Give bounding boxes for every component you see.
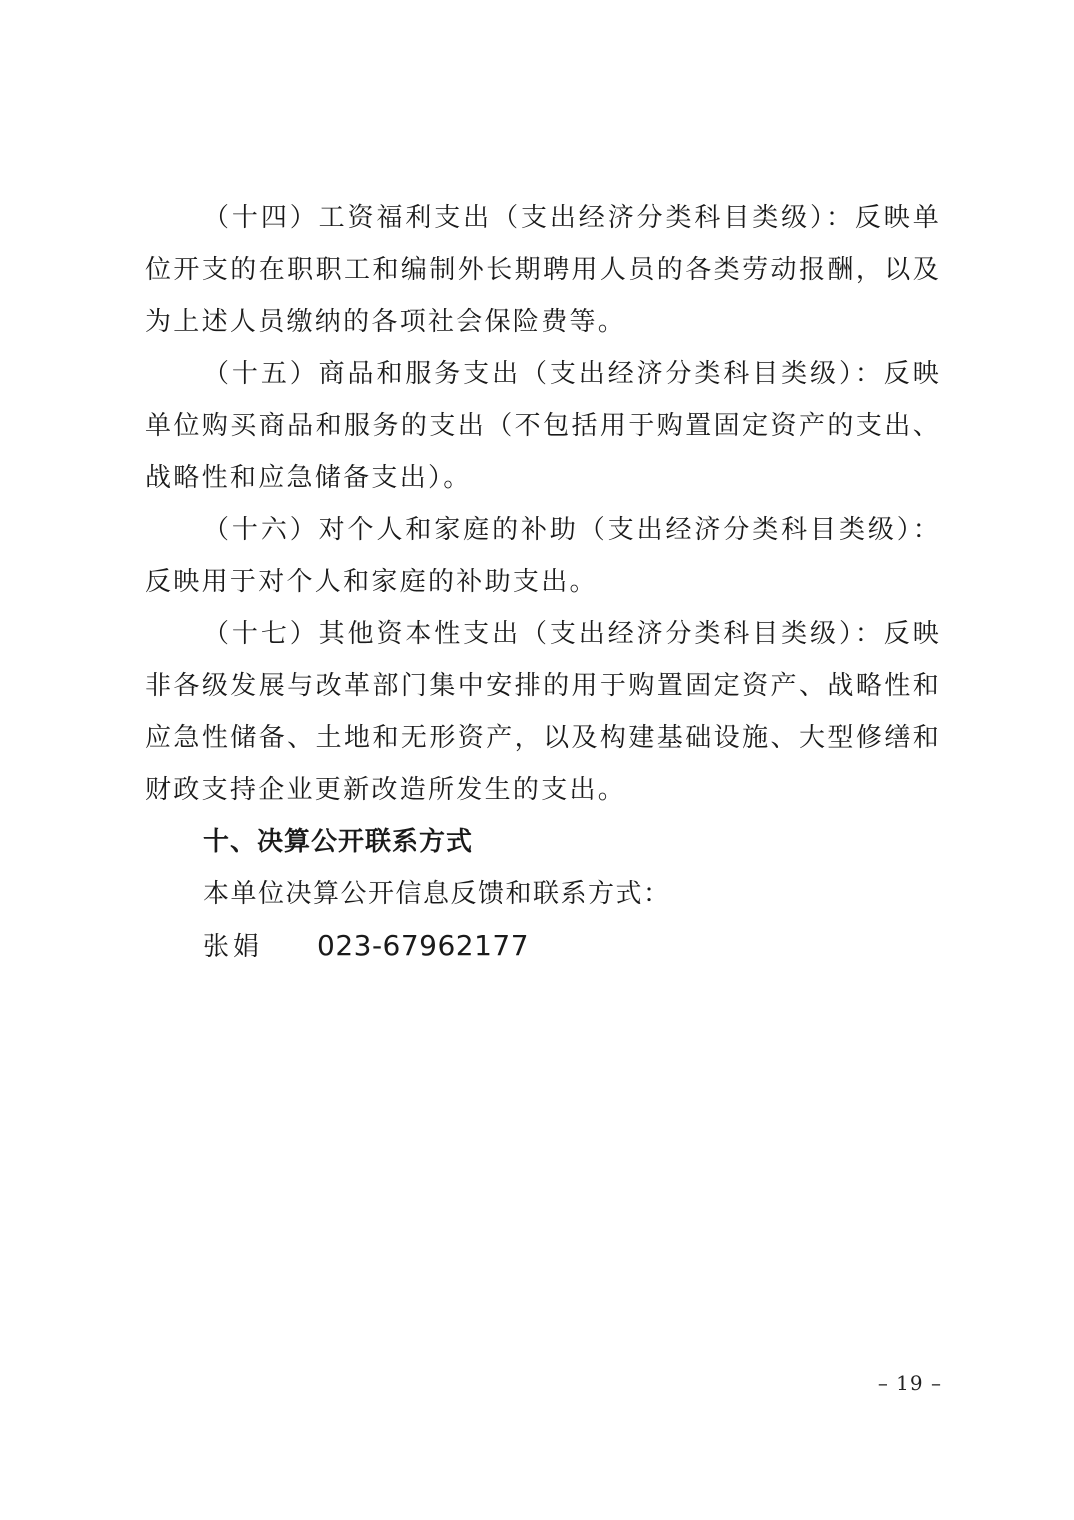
- contact-line: [145, 920, 941, 973]
- paragraph-goods-services: （十五）商品和服务支出（支出经济分类科目类级）：反映单位购买商品和服务的支出（不包括用于购置固定资产的支出、战略性和应急储备支出）。: [145, 359, 941, 493]
- page-content: [145, 192, 941, 973]
- section-heading: 十、决算公开联系方式: [203, 827, 474, 857]
- contact-intro: 本单位决算公开信息反馈和联系方式：: [203, 879, 671, 909]
- paragraph-wage-welfare: （十四）工资福利支出（支出经济分类科目类级）：反映单位开支的在职职工和编制外长期聘用人员的各类劳动报酬，以及为上述人员缴纳的各项社会保险费等。: [145, 203, 941, 337]
- page-number: – 19 –: [877, 1371, 942, 1395]
- contact-phone: 023-67962177: [317, 929, 530, 962]
- paragraph-other-capital: （十七）其他资本性支出（支出经济分类科目类级）：反映非各级发展与改革部门集中安排的用于购置固定资产、战略性和应急性储备、土地和无形资产，以及构建基础设施、大型修缮和财政支持企业更新改造所发生的支出。: [145, 619, 941, 805]
- paragraph-household-subsidy: （十六）对个人和家庭的补助（支出经济分类科目类级）：反映用于对个人和家庭的补助支出。: [145, 515, 941, 597]
- contact-name: 张娟: [203, 932, 264, 962]
